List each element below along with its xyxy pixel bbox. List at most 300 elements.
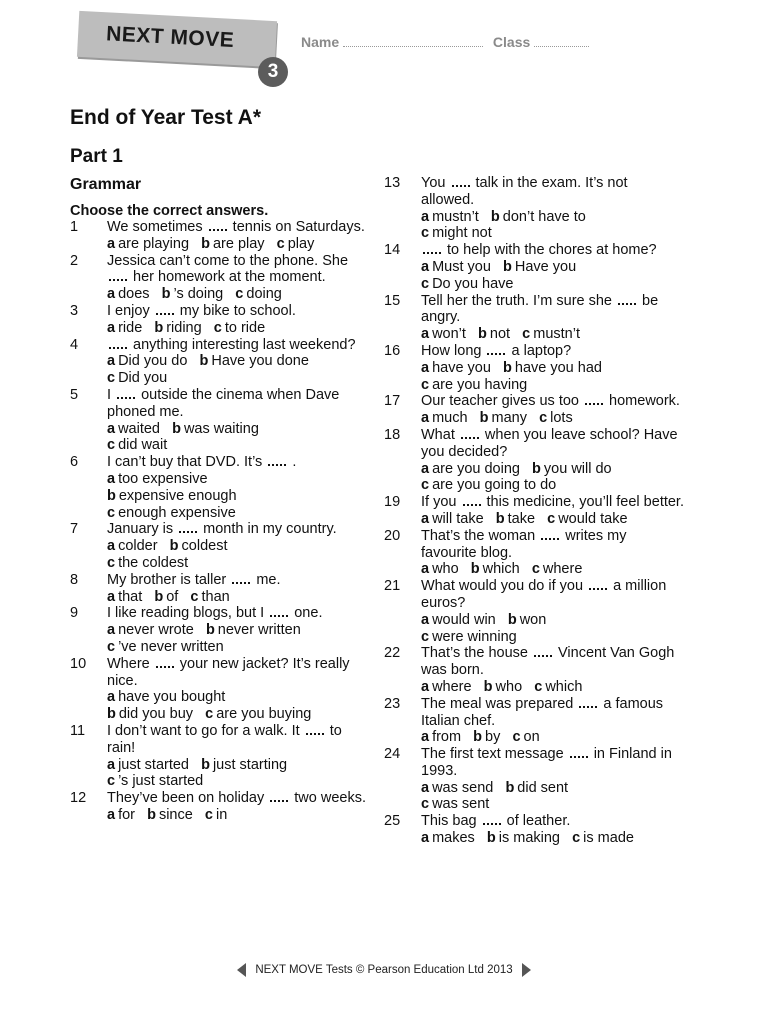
answer-gap (179, 522, 197, 533)
question-item (70, 337, 370, 387)
option-text[interactable]: play (287, 235, 315, 252)
option-text[interactable]: take (507, 510, 536, 527)
answer-gap (423, 243, 441, 254)
option-letter: a (107, 538, 116, 555)
question-number: 13 (384, 175, 401, 191)
next-arrow-icon (522, 963, 531, 977)
option-text[interactable]: ’s doing (173, 286, 224, 303)
option-text[interactable]: where (542, 561, 583, 578)
options-line (421, 679, 684, 696)
option-text[interactable]: did sent (517, 779, 569, 796)
question-stem (421, 175, 684, 209)
option-text[interactable]: mustn’t (432, 208, 479, 225)
option-letter: a (421, 729, 430, 746)
name-class-line (301, 34, 589, 50)
question-stem (107, 454, 370, 471)
question-item (384, 813, 684, 847)
option-text[interactable]: the coldest (118, 554, 189, 571)
option-letter: c (421, 477, 430, 494)
options-line (107, 286, 370, 303)
option-letter: c (235, 286, 244, 303)
answer-gap (209, 220, 227, 231)
option-text[interactable]: by (485, 729, 501, 746)
question-body (421, 494, 684, 528)
option-letter: a (107, 689, 116, 706)
option-text[interactable]: were winning (432, 628, 517, 645)
option-text[interactable]: doing (246, 286, 282, 303)
option-text[interactable]: Did you (118, 370, 168, 387)
option-letter: c (205, 706, 214, 723)
question-item (384, 293, 684, 343)
option-letter: a (421, 611, 430, 628)
class-field[interactable] (534, 36, 589, 47)
option-letter: c (421, 628, 430, 645)
section-heading: Grammar (70, 176, 142, 193)
stem-text: a laptop? (507, 342, 572, 359)
option-letter: c (512, 729, 521, 746)
option-text[interactable]: are playing (118, 235, 190, 252)
option-text[interactable]: coldest (181, 538, 228, 555)
option-letter: b (470, 561, 480, 578)
option-text[interactable]: just starting (212, 756, 288, 773)
option-letter: c (539, 410, 548, 427)
stem-text: Vincent Van Gogh was born. (421, 645, 675, 679)
option-letter: b (154, 588, 164, 605)
option-text[interactable]: ’ve never written (118, 638, 224, 655)
answer-gap (117, 388, 135, 399)
question-number: 24 (384, 746, 401, 763)
option-text[interactable]: that (118, 588, 143, 605)
question-body (421, 578, 684, 645)
option-letter: b (172, 420, 181, 437)
options-line (421, 461, 684, 478)
question-stem (107, 337, 370, 354)
stem-text: a million euros? (421, 578, 667, 611)
option-text[interactable]: waited (118, 420, 160, 437)
options-line (421, 259, 684, 276)
option-text[interactable]: for (118, 806, 135, 823)
option-letter: a (107, 420, 116, 437)
stem-text: My brother is taller (107, 571, 227, 588)
stem-text: tennis on Saturdays. (228, 219, 365, 235)
option-letter: a (421, 678, 430, 695)
answer-gap (487, 344, 505, 355)
question-body (421, 528, 684, 578)
option-letter: b (503, 258, 512, 275)
question-stem (421, 427, 684, 461)
option-text[interactable]: did wait (118, 437, 168, 454)
stem-text: What would you do if you (421, 578, 584, 595)
question-stem (421, 578, 684, 612)
options-line (107, 370, 370, 387)
question-item (384, 175, 684, 242)
question-body (421, 393, 684, 427)
question-item (384, 578, 684, 645)
options-line (107, 589, 370, 606)
options-line (421, 511, 684, 528)
question-stem (421, 696, 684, 730)
question-body (421, 813, 684, 847)
answer-gap (270, 606, 288, 617)
option-text[interactable]: Do you have (432, 275, 514, 292)
stem-text: your new jacket? It’s really nice. (107, 655, 350, 689)
stem-text: this medicine, you’ll feel better. (482, 494, 684, 511)
question-body (107, 521, 370, 571)
option-letter: b (505, 779, 515, 796)
option-text[interactable]: are you having (432, 376, 528, 393)
stem-text: I don’t want to go for a walk. It (107, 722, 300, 739)
question-stem (107, 303, 370, 320)
option-letter: a (421, 510, 430, 527)
option-text[interactable]: won (519, 611, 547, 628)
stem-text: her homework at the moment. (129, 269, 326, 286)
option-text[interactable]: colder (118, 538, 158, 555)
option-text[interactable]: from (432, 729, 462, 746)
option-letter: c (107, 773, 116, 790)
question-body (421, 746, 684, 813)
question-stem (107, 253, 370, 287)
question-stem (421, 393, 684, 410)
question-item (384, 645, 684, 695)
stem-text: How long (421, 342, 482, 359)
options-line (107, 320, 370, 337)
question-number: 12 (70, 790, 87, 807)
option-letter: a (107, 622, 116, 639)
option-letter: b (478, 326, 487, 343)
option-letter: b (507, 611, 517, 628)
question-number: 11 (70, 722, 86, 739)
question-stem (107, 723, 370, 757)
question-body (421, 696, 684, 746)
option-text[interactable]: is making (498, 830, 560, 847)
question-item (70, 454, 370, 521)
option-text[interactable]: never wrote (118, 622, 194, 639)
option-text[interactable]: makes (432, 830, 475, 847)
prev-arrow-icon (237, 963, 246, 977)
question-item (70, 656, 370, 723)
question-number: 10 (70, 655, 87, 672)
option-text[interactable]: might not (432, 225, 492, 242)
brand-title: NEXT MOVE (105, 22, 235, 52)
option-text[interactable]: mustn’t (533, 326, 580, 343)
option-text[interactable]: will take (432, 510, 484, 527)
options-line (421, 629, 684, 646)
stem-text: January is (107, 521, 174, 538)
question-stem (107, 219, 370, 236)
option-letter: b (107, 487, 116, 504)
option-letter: a (107, 470, 116, 487)
stem-text: Our teacher gives us too (421, 393, 579, 410)
stem-text: I (107, 386, 112, 403)
question-number: 5 (70, 386, 79, 403)
option-letter: b (473, 729, 483, 746)
options-line (107, 505, 370, 522)
option-letter: c (421, 225, 430, 242)
answer-gap (585, 394, 603, 405)
option-text[interactable]: would win (432, 611, 496, 628)
answer-gap (232, 573, 250, 584)
option-text[interactable]: would take (558, 510, 628, 527)
question-number: 17 (384, 393, 401, 410)
stem-text: anything interesting last weekend? (129, 336, 356, 353)
question-number: 16 (384, 342, 401, 359)
question-body (107, 656, 370, 723)
instruction: Choose the correct answers. (70, 203, 269, 219)
option-letter: c (572, 830, 581, 847)
stem-text: in Finland in 1993. (421, 746, 672, 779)
option-text[interactable]: expensive enough (118, 487, 237, 504)
option-text[interactable]: much (432, 410, 468, 427)
class-label: Class (492, 34, 531, 50)
stem-text: I like reading blogs, but I (107, 605, 265, 622)
option-letter: c (107, 370, 116, 387)
stem-text: They’ve been on holiday (107, 790, 265, 807)
question-item (70, 219, 370, 253)
question-item (70, 790, 370, 824)
answer-gap (306, 724, 324, 735)
option-letter: b (495, 510, 505, 527)
option-text[interactable]: Must you (432, 258, 491, 275)
option-text[interactable]: have you had (514, 359, 602, 376)
option-text[interactable]: are you buying (216, 706, 312, 723)
option-letter: c (531, 561, 540, 578)
question-stem (421, 528, 684, 562)
option-text[interactable]: are you doing (432, 460, 520, 477)
option-text[interactable]: where (432, 678, 472, 695)
question-number: 15 (384, 292, 401, 309)
answer-gap (156, 304, 174, 315)
stem-text: to help with the chores at home? (443, 242, 657, 259)
option-letter: a (107, 235, 116, 252)
stem-text: I can’t buy that DVD. It’s (107, 454, 263, 471)
option-text[interactable]: not (489, 326, 511, 343)
stem-text: talk in the exam. It’s not allowed. (421, 175, 628, 208)
option-text[interactable]: never written (217, 622, 301, 639)
question-number: 8 (70, 571, 79, 588)
option-letter: b (201, 235, 210, 252)
option-letter: b (201, 756, 210, 773)
option-text[interactable]: Have you done (211, 353, 309, 370)
question-number: 22 (384, 645, 401, 662)
answer-gap (463, 495, 481, 506)
question-number: 21 (384, 578, 401, 595)
stem-text: Where (107, 655, 150, 672)
stem-text: That’s the woman (421, 527, 536, 544)
option-text[interactable]: which (545, 678, 583, 695)
question-number: 6 (70, 454, 79, 471)
question-stem (107, 572, 370, 589)
option-text[interactable]: who (432, 561, 459, 578)
option-text[interactable]: enough expensive (118, 504, 236, 521)
option-letter: c (107, 504, 116, 521)
question-stem (421, 746, 684, 780)
question-number: 2 (70, 252, 79, 269)
option-letter: c (276, 235, 285, 252)
option-text[interactable]: have you (432, 359, 491, 376)
option-text[interactable]: on (523, 729, 540, 746)
option-letter: c (421, 796, 430, 813)
options-line (421, 410, 684, 427)
option-letter: a (421, 410, 430, 427)
option-text[interactable]: have you bought (118, 689, 226, 706)
option-text[interactable]: was send (432, 779, 494, 796)
option-letter: b (486, 830, 496, 847)
question-body (107, 572, 370, 606)
options-line (421, 561, 684, 578)
question-item (384, 242, 684, 292)
options-line (421, 796, 684, 813)
option-letter: a (421, 830, 430, 847)
option-letter: a (107, 756, 116, 773)
question-body (107, 219, 370, 253)
options-line (421, 326, 684, 343)
question-body (421, 645, 684, 695)
options-line (107, 706, 370, 723)
option-text[interactable]: too expensive (118, 470, 208, 487)
options-line (107, 437, 370, 454)
questions-column-right (384, 175, 684, 847)
stem-text: We sometimes (107, 219, 203, 235)
option-text[interactable]: many (491, 410, 527, 427)
option-letter: c (547, 510, 556, 527)
option-text[interactable]: don’t have to (502, 208, 586, 225)
answer-gap (452, 176, 470, 187)
option-letter: b (169, 538, 179, 555)
option-text[interactable]: ride (118, 319, 143, 336)
question-stem (421, 813, 684, 830)
option-text[interactable]: of (166, 588, 179, 605)
options-line (421, 780, 684, 797)
question-stem (421, 293, 684, 327)
option-letter: b (147, 806, 156, 823)
question-body (107, 454, 370, 521)
question-item (70, 387, 370, 454)
option-text[interactable]: which (482, 561, 520, 578)
answer-gap (541, 529, 559, 540)
question-item (70, 572, 370, 606)
option-letter: b (199, 353, 209, 370)
option-text[interactable]: in (215, 806, 228, 823)
question-item (384, 427, 684, 494)
option-letter: a (107, 319, 116, 336)
question-body (107, 387, 370, 454)
stem-text: month in my country. (199, 521, 337, 538)
option-letter: c (190, 588, 199, 605)
option-letter: c (107, 554, 116, 571)
option-text[interactable]: to ride (224, 319, 266, 336)
answer-gap (156, 657, 174, 668)
question-body (107, 605, 370, 655)
stem-text: be angry. (421, 292, 659, 326)
stem-text: . (288, 454, 297, 471)
option-text[interactable]: was waiting (183, 420, 259, 437)
question-stem (421, 343, 684, 360)
option-text[interactable]: riding (166, 319, 202, 336)
options-line (421, 729, 684, 746)
option-letter: b (161, 286, 171, 303)
level-badge: 3 (258, 57, 288, 87)
option-text[interactable]: you will do (543, 460, 612, 477)
options-line (107, 807, 370, 824)
answer-gap (579, 697, 597, 708)
question-item (70, 605, 370, 655)
option-letter: c (421, 275, 430, 292)
stem-text: two weeks. (290, 790, 366, 807)
options-line (107, 639, 370, 656)
option-text[interactable]: was sent (432, 796, 490, 813)
option-text[interactable]: won’t (432, 326, 466, 343)
question-number: 3 (70, 302, 79, 319)
answer-gap (270, 791, 288, 802)
question-item (70, 521, 370, 571)
option-text[interactable]: ’s just started (118, 773, 204, 790)
stem-text: homework. (605, 393, 680, 410)
option-text[interactable]: did you buy (118, 706, 194, 723)
question-number: 9 (70, 605, 79, 622)
question-item (384, 494, 684, 528)
option-letter: c (534, 678, 543, 695)
option-text[interactable]: than (201, 588, 230, 605)
options-line (107, 689, 370, 706)
stem-text: when you leave school? Have you decided? (421, 426, 678, 460)
stem-text: my bike to school. (175, 302, 296, 319)
options-line (421, 276, 684, 293)
question-body (107, 253, 370, 303)
option-letter: a (107, 353, 116, 370)
question-stem (107, 790, 370, 807)
answer-gap (109, 338, 127, 349)
option-letter: b (154, 319, 164, 336)
stem-text: This bag (421, 813, 477, 830)
option-text[interactable]: does (118, 286, 150, 303)
question-item (70, 303, 370, 337)
option-letter: a (421, 258, 430, 275)
name-label: Name (301, 34, 340, 50)
option-letter: b (503, 359, 512, 376)
option-text[interactable]: since (158, 806, 193, 823)
option-text[interactable]: just started (118, 756, 189, 773)
option-letter: a (421, 326, 430, 343)
question-body (421, 293, 684, 343)
option-letter: b (532, 460, 541, 477)
option-text[interactable]: Did you do (118, 353, 188, 370)
options-line (107, 353, 370, 370)
option-letter: c (213, 319, 222, 336)
option-text[interactable]: Have you (514, 258, 577, 275)
option-letter: c (522, 326, 531, 343)
option-text[interactable]: are you going to do (432, 477, 557, 494)
stem-text: Jessica can’t come to the phone. She (107, 252, 349, 269)
answer-gap (109, 270, 127, 281)
option-letter: c (107, 638, 116, 655)
question-number: 18 (384, 426, 401, 443)
option-text[interactable]: are play (212, 235, 265, 252)
option-text[interactable]: lots (550, 410, 573, 427)
stem-text: to rain! (107, 722, 342, 756)
option-text[interactable]: is made (583, 830, 634, 847)
question-number: 19 (384, 494, 401, 511)
stem-text: me. (252, 571, 281, 588)
question-body (107, 790, 370, 824)
options-line (421, 830, 684, 847)
question-item (384, 528, 684, 578)
name-field[interactable] (343, 36, 483, 47)
options-line (107, 622, 370, 639)
option-letter: a (421, 779, 430, 796)
option-letter: a (107, 286, 116, 303)
question-body (421, 242, 684, 292)
option-text[interactable]: who (495, 678, 523, 695)
